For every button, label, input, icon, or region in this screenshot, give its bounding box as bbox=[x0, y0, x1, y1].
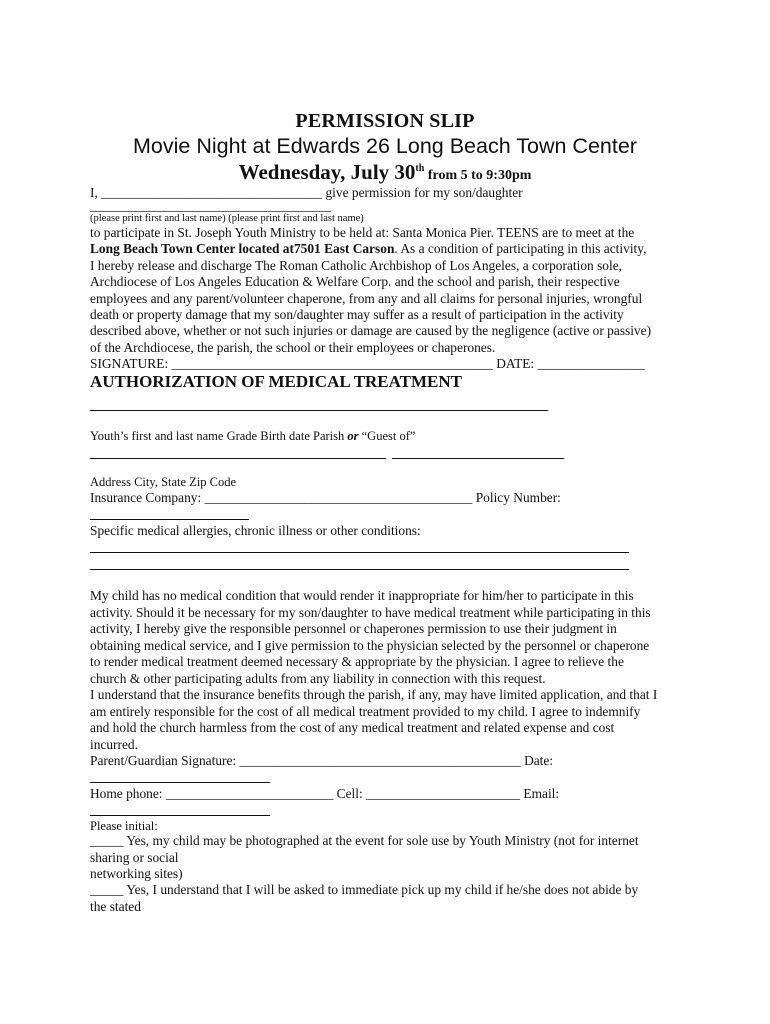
youth-label-or: or bbox=[347, 429, 359, 443]
guardian-signature-blank[interactable]: __________________________________________ bbox=[239, 753, 521, 768]
policy-label: Policy Number: bbox=[475, 490, 561, 505]
signature-blank[interactable]: ________________________________________________ bbox=[171, 356, 493, 371]
youth-info-line[interactable] bbox=[90, 410, 548, 411]
address-label: Address City, State Zip Code bbox=[90, 475, 237, 489]
signature-line bbox=[90, 356, 645, 372]
home-phone-blank[interactable]: _________________________ bbox=[165, 786, 334, 801]
event-title: Movie Night at Edwards 26 Long Beach Town Center bbox=[133, 134, 637, 158]
guardian-signature-line bbox=[90, 753, 553, 769]
initial-text-line: sharing or social bbox=[90, 850, 179, 865]
youth-info-label bbox=[90, 428, 415, 444]
insurance-label: Insurance Company: bbox=[90, 490, 202, 505]
permission-text-line: Archdiocese of Los Angeles Education & Welfare Corp. and the school and parish, their respective bbox=[90, 274, 620, 289]
zip-line[interactable] bbox=[392, 458, 564, 459]
consent-line: incurred. bbox=[90, 737, 138, 752]
consent-line: obtaining medical service, and I give permission to the physician selected by the personnel or chaperone bbox=[90, 638, 650, 653]
name-hint: (please print first and last name) (please print first and last name) bbox=[90, 213, 364, 224]
meeting-location: Long Beach Town Center located at7501 East Carson bbox=[90, 241, 395, 256]
allergies-line-2[interactable] bbox=[90, 569, 629, 570]
address-line[interactable] bbox=[90, 458, 386, 459]
guardian-date-label: Date: bbox=[524, 753, 554, 768]
permission-text-line: I hereby release and discharge The Roman Catholic Archbishop of Los Angeles, a corporation sole, bbox=[90, 258, 623, 273]
youth-label-part-b: “Guest of” bbox=[358, 429, 416, 443]
home-phone-label: Home phone: bbox=[90, 786, 163, 801]
cell-label: Cell: bbox=[336, 786, 363, 801]
cell-blank[interactable]: _______________________ bbox=[366, 786, 521, 801]
initial-photo-consent[interactable]: _____ Yes, my child may be photographed at the event for sole use by Youth Ministry (not for internet bbox=[90, 833, 639, 848]
initial-pickup-consent[interactable]: _____ Yes, I understand that I will be asked to immediate pick up my child if he/she does not abide by bbox=[90, 882, 639, 897]
signature-label: SIGNATURE: bbox=[90, 356, 169, 371]
consent-line: activity. Should it be necessary for my son/daughter to have medical treatment while participating in this bbox=[90, 605, 651, 620]
consent-line: and hold the church harmless from the cost of any medical treatment and related expense and cost bbox=[90, 720, 615, 735]
permission-suffix: give permission for my son/daughter bbox=[325, 185, 523, 200]
document-title: PERMISSION SLIP bbox=[295, 110, 475, 132]
consent-line: am entirely responsible for the cost of all medical treatment provided to my child. I agree to indemnify bbox=[90, 704, 641, 719]
allergies-line-1[interactable] bbox=[90, 552, 629, 553]
medical-heading: AUTHORIZATION OF MEDICAL TREATMENT bbox=[90, 372, 462, 391]
event-date-main: Wednesday, July 30 bbox=[238, 160, 416, 184]
consent-line: activity, I hereby give the responsible personnel or chaperones permission to use their judgment in bbox=[90, 621, 617, 636]
date-label: DATE: bbox=[496, 356, 535, 371]
initial-label: Please initial: bbox=[90, 819, 158, 833]
youth-label-part-a: Youth’s first and last name Grade Birth date Parish bbox=[90, 429, 348, 443]
event-date-suffix: th bbox=[415, 163, 425, 174]
consent-line: to render medical treatment deemed necessary & appropriate by the physician. I agree to relieve the bbox=[90, 654, 624, 669]
email-line[interactable] bbox=[90, 815, 270, 816]
consent-line: I understand that the insurance benefits through the parish, if any, may have limited application, and that I bbox=[90, 687, 658, 702]
insurance-line bbox=[90, 490, 561, 506]
child-name-blank[interactable]: ____________________________________ bbox=[90, 198, 332, 213]
permission-location-line bbox=[90, 241, 646, 257]
policy-number-line[interactable] bbox=[90, 519, 249, 520]
permission-text-line: to participate in St. Joseph Youth Ministry to be held at: Santa Monica Pier. TEENS are to meet at the bbox=[90, 225, 635, 240]
initial-text-line: the stated bbox=[90, 899, 141, 914]
email-label: Email: bbox=[523, 786, 560, 801]
permission-condition: . As a condition of participating in this activity, bbox=[394, 241, 647, 256]
event-date bbox=[0, 160, 770, 185]
date-blank[interactable]: ________________ bbox=[537, 356, 645, 371]
consent-line: church & other participating adults from any liability in connection with this request. bbox=[90, 671, 546, 686]
permission-text-line: death or property damage that my son/daughter may suffer as a result of participation in the activity bbox=[90, 307, 624, 322]
guardian-signature-label: Parent/Guardian Signature: bbox=[90, 753, 237, 768]
permission-text-line: described above, whether or not such injuries or damage are caused by the negligence (active or passive) bbox=[90, 323, 652, 338]
permission-text-line: employees and any parent/volunteer chaperone, from any and all claims for personal injuries, wrongful bbox=[90, 291, 643, 306]
permission-text-line: of the Archdiocese, the parish, the school or their employees or chaperones. bbox=[90, 340, 496, 355]
parent-name-blank[interactable]: _________________________________ bbox=[101, 185, 323, 200]
contact-line bbox=[90, 786, 559, 802]
insurance-blank[interactable]: ________________________________________ bbox=[204, 490, 473, 505]
permission-prefix: I, bbox=[90, 185, 98, 200]
event-time: from 5 to 9:30pm bbox=[424, 168, 532, 183]
allergies-label: Specific medical allergies, chronic illness or other conditions: bbox=[90, 523, 421, 538]
consent-line: My child has no medical condition that would render it inappropriate for him/her to participate in this bbox=[90, 588, 634, 603]
guardian-date-line[interactable] bbox=[90, 782, 270, 783]
initial-text-line: networking sites) bbox=[90, 866, 183, 881]
